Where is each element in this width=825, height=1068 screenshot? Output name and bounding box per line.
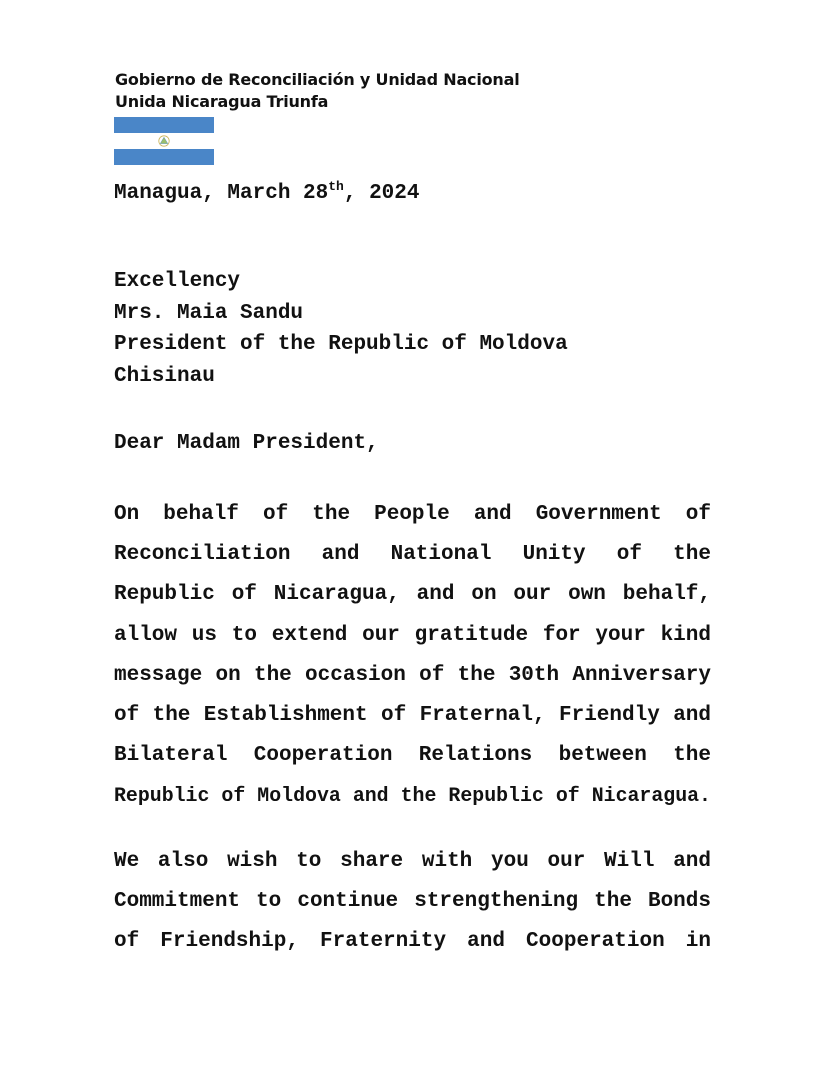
letterhead-slogan: Unida Nicaragua Triunfa (115, 92, 329, 111)
recipient-honorific: Excellency (114, 270, 241, 293)
paragraph-line: allow us to extend our gratitude for your kind (114, 623, 711, 647)
salutation: Dear Madam President, (114, 432, 379, 455)
recipient-name: Mrs. Maia Sandu (114, 301, 304, 325)
date-ordinal: th (328, 179, 344, 194)
nicaragua-flag-icon (114, 117, 214, 165)
paragraph-line: Republic of Nicaragua, and on our own behalf, (114, 583, 711, 607)
recipient-title: President of the Republic of Moldova (114, 333, 568, 356)
flag-bottom-stripe (114, 149, 214, 165)
paragraph-line: message on the occasion of the 30th Anniversary (114, 663, 711, 687)
flag-top-stripe (114, 117, 214, 133)
recipient-block (114, 266, 568, 392)
paragraph-1 (114, 495, 711, 817)
paragraph-line: On behalf of the People and Government of (114, 503, 711, 526)
paragraph-2 (114, 842, 711, 963)
paragraph-line: We also wish to share with you our Will and (114, 850, 711, 873)
paragraph-line: Reconciliation and National Unity of the (114, 543, 711, 567)
date-year: , 2024 (343, 182, 420, 205)
letter-date (114, 179, 420, 205)
paragraph-line: Bilateral Cooperation Relations between the (114, 744, 711, 768)
paragraph-line: of the Establishment of Fraternal, Friendly and (114, 703, 711, 727)
paragraph-line: Commitment to continue strengthening the Bonds (114, 890, 711, 914)
letterhead-government-name: Gobierno de Reconciliación y Unidad Nacional (115, 70, 520, 89)
paragraph-line: Republic of Moldova and the Republic of Nicaragua. (114, 784, 711, 808)
letterhead (115, 69, 520, 113)
recipient-city: Chisinau (114, 364, 215, 388)
paragraph-line: of Friendship, Fraternity and Cooperation in (114, 930, 711, 954)
date-text: Managua, March 28 (114, 182, 329, 205)
